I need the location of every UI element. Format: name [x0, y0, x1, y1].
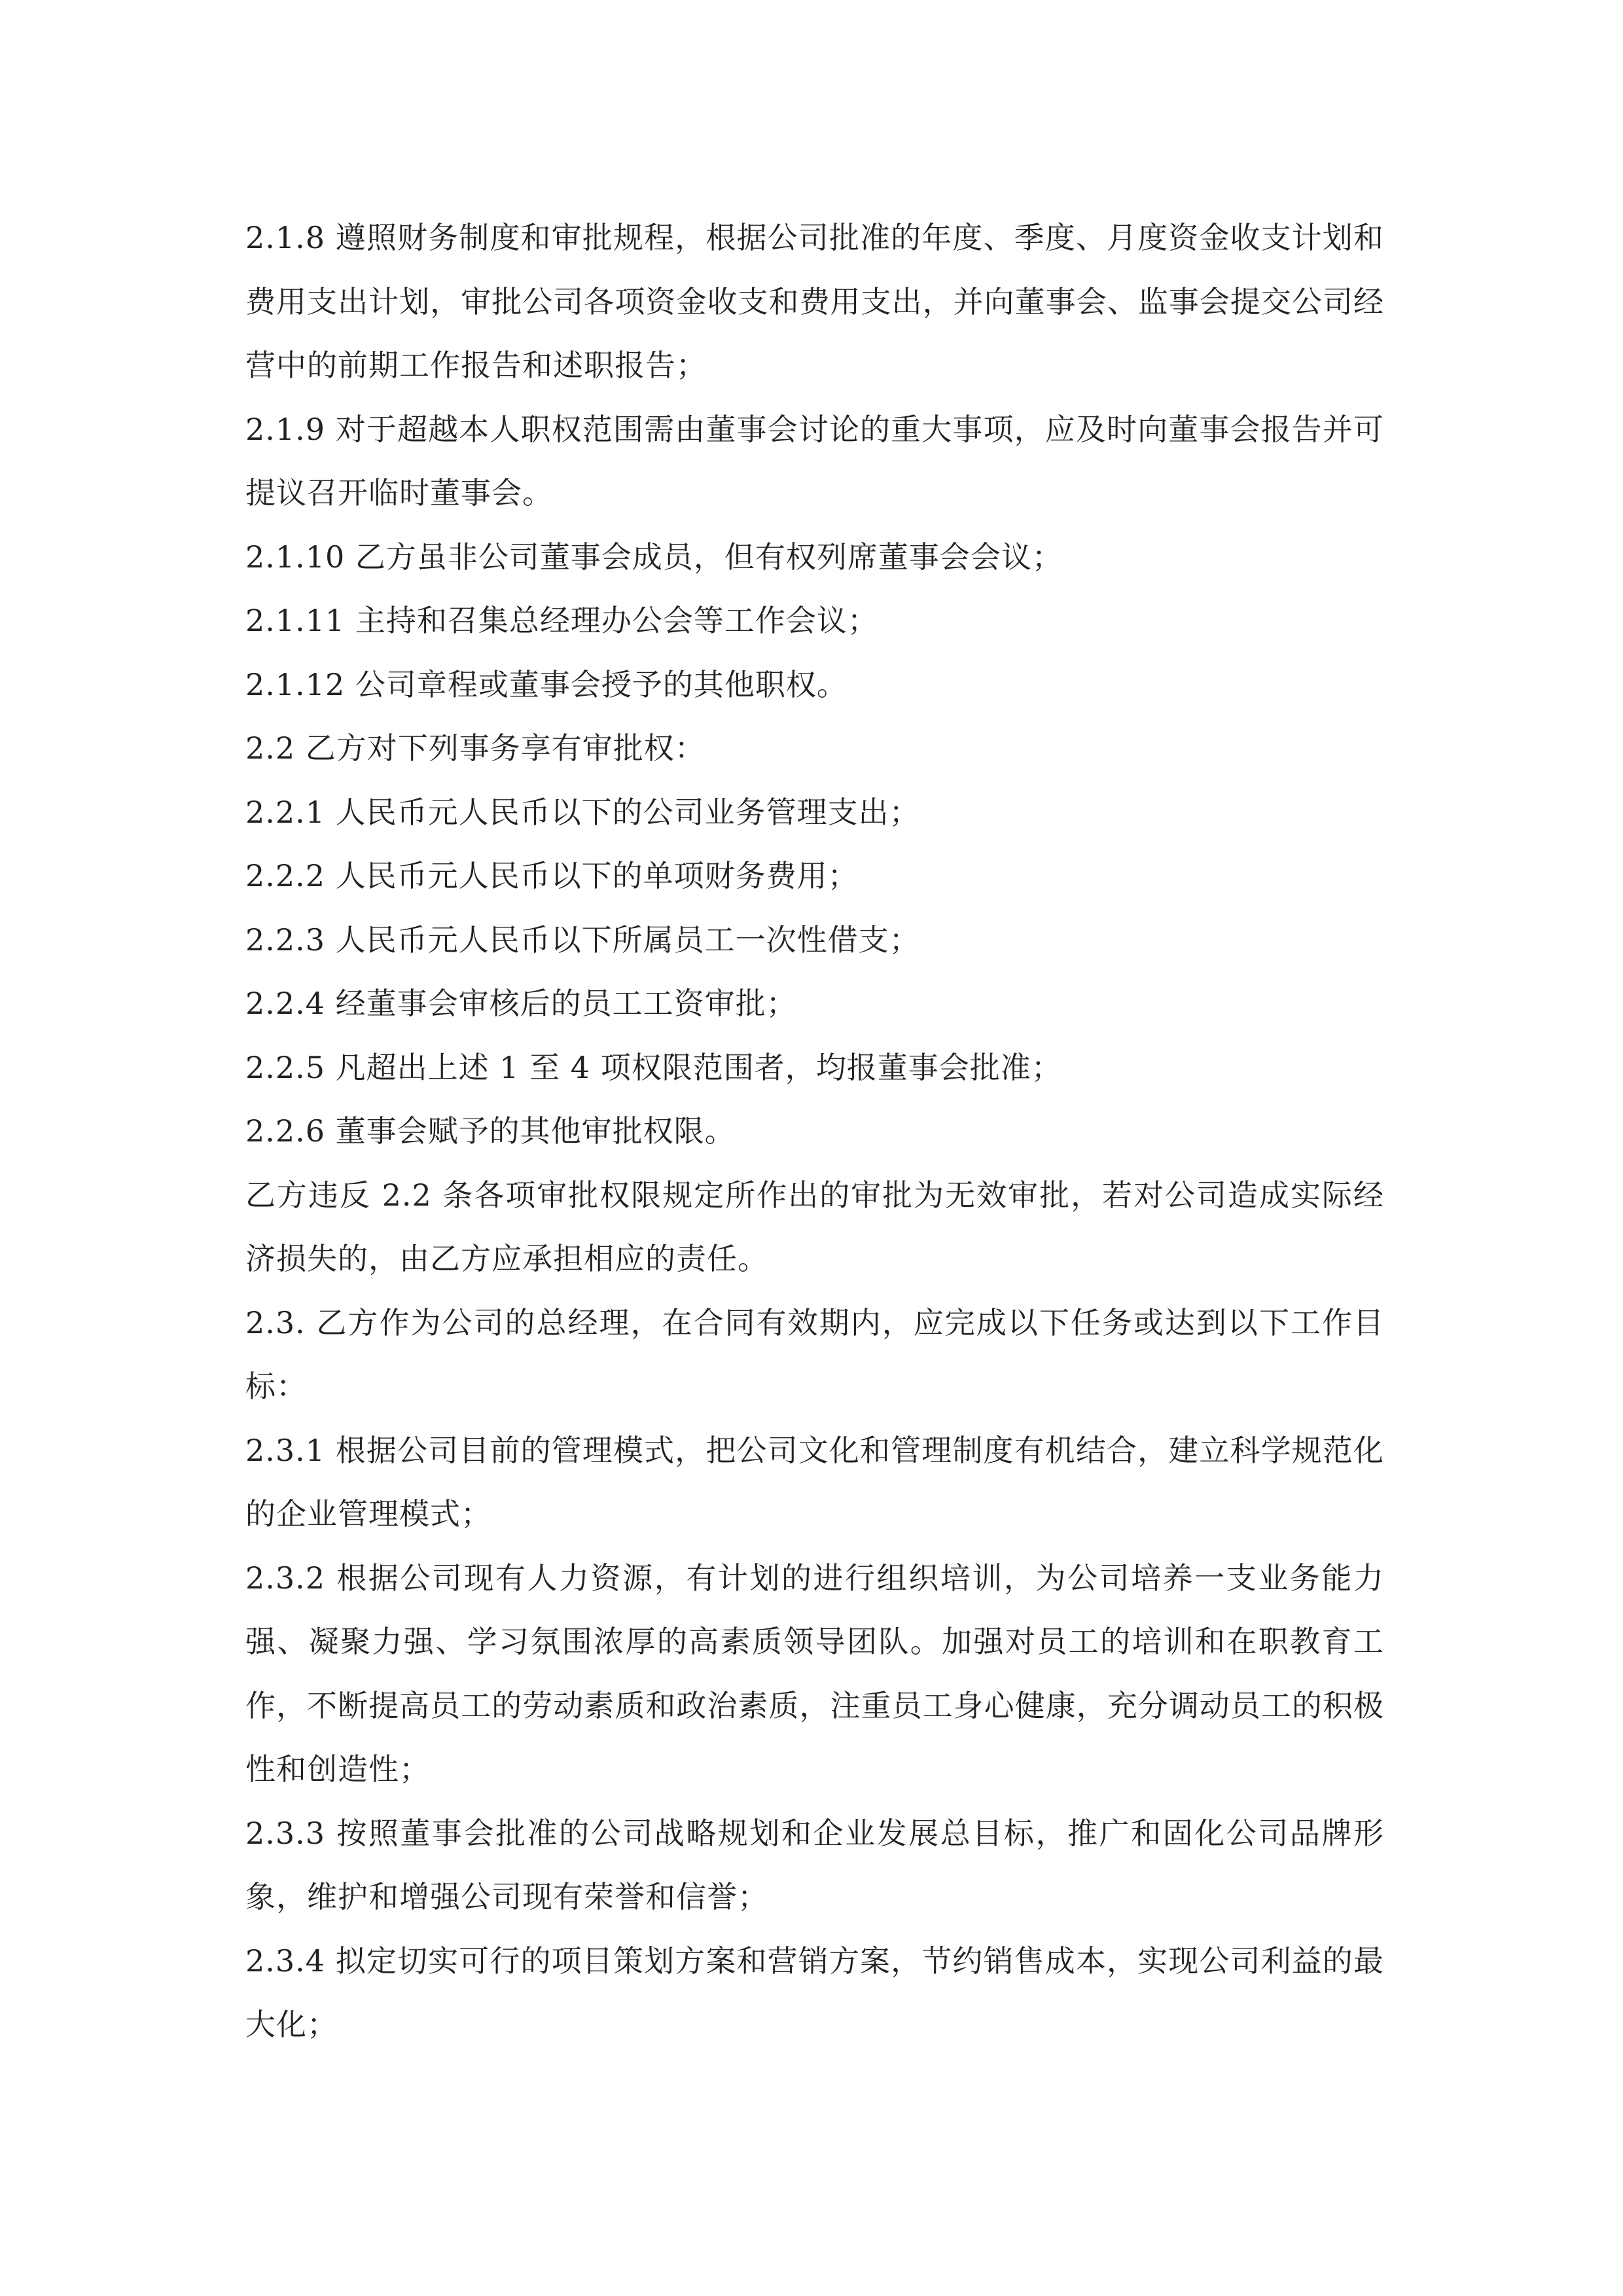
paragraph-2-2-4: 2.2.4 经董事会审核后的员工工资审批； — [245, 986, 797, 1021]
paragraph-2-2-2: 2.2.2 人民币元人民币以下的单项财务费用； — [245, 858, 859, 893]
document-body — [245, 206, 1384, 2057]
paragraph-2-1-11: 2.1.11 主持和召集总经理办公会等工作会议； — [245, 603, 878, 638]
paragraph-2-3-4: 2.3.4 拟定切实可行的项目策划方案和营销方案，节约销售成本，实现公司利益的最大化； — [245, 1943, 1384, 2042]
paragraph-2-1-10: 2.1.10 乙方虽非公司董事会成员，但有权列席董事会会议； — [245, 539, 1063, 575]
paragraph-2-1-9: 2.1.9 对于超越本人职权范围需由董事会讨论的重大事项，应及时向董事会报告并可提议召开临时董事会。 — [245, 411, 1384, 511]
paragraph-2-3-1: 2.3.1 根据公司目前的管理模式，把公司文化和管理制度有机结合，建立科学规范化的企业管理模式； — [245, 1432, 1384, 1532]
paragraph-2-2-5: 2.2.5 凡超出上述 1 至 4 项权限范围者，均报董事会批准； — [245, 1049, 1062, 1085]
paragraph-2-2-1: 2.2.1 人民币元人民币以下的公司业务管理支出； — [245, 794, 920, 830]
paragraph-2-3-3: 2.3.3 按照董事会批准的公司战略规划和企业发展总目标，推广和固化公司品牌形象，维护和增强公司现有荣誉和信誉； — [245, 1815, 1384, 1914]
paragraph-2-2-6: 2.2.6 董事会赋予的其他审批权限。 — [245, 1113, 736, 1149]
paragraph-2-1-12: 2.1.12 公司章程或董事会授予的其他职权。 — [245, 666, 847, 702]
paragraph-2-2: 2.2 乙方对下列事务享有审批权： — [245, 730, 705, 766]
paragraph-violation-note: 乙方违反 2.2 条各项审批权限规定所作出的审批为无效审批，若对公司造成实际经济损失的，由乙方应承担相应的责任。 — [245, 1177, 1384, 1276]
paragraph-2-3-2: 2.3.2 根据公司现有人力资源，有计划的进行组织培训，为公司培养一支业务能力强、凝聚力强、学习氛围浓厚的高素质领导团队。加强对员工的培训和在职教育工作，不断提高员工的劳动素质和政治素质，注重员工身心健康，充分调动员工的积极性和创造性； — [245, 1560, 1384, 1787]
paragraph-2-3: 2.3. 乙方作为公司的总经理，在合同有效期内，应完成以下任务或达到以下工作目标： — [245, 1304, 1384, 1404]
paragraph-2-2-3: 2.2.3 人民币元人民币以下所属员工一次性借支； — [245, 922, 920, 958]
paragraph-2-1-8: 2.1.8 遵照财务制度和审批规程，根据公司批准的年度、季度、月度资金收支计划和费用支出计划，审批公司各项资金收支和费用支出，并向董事会、监事会提交公司经营中的前期工作报告和述职报告； — [245, 220, 1384, 383]
